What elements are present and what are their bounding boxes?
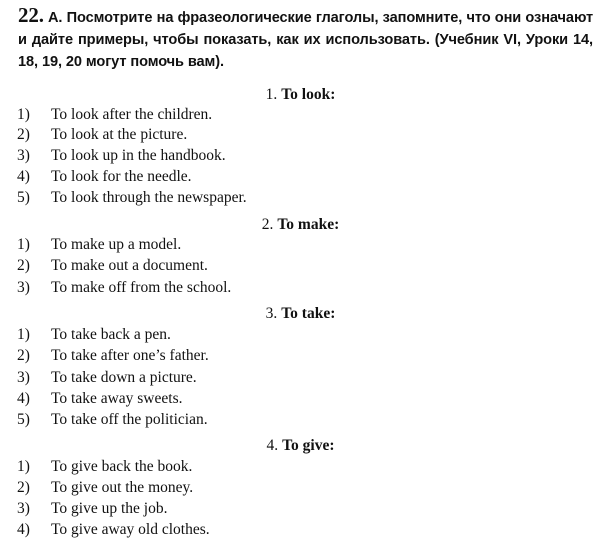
list-item xyxy=(17,125,187,145)
section-title-text: To take: xyxy=(281,305,336,322)
item-index: 3) xyxy=(17,147,30,164)
item-index: 1) xyxy=(17,458,30,475)
list-item xyxy=(17,499,167,519)
list-item xyxy=(17,410,208,430)
item-text: To take away sweets. xyxy=(51,390,183,407)
task-header xyxy=(18,4,593,73)
item-text: To look up in the handbook. xyxy=(51,147,226,164)
section-title-to-make xyxy=(0,215,601,235)
item-index: 3) xyxy=(17,369,30,386)
item-index: 1) xyxy=(17,106,30,123)
item-index: 4) xyxy=(17,390,30,407)
item-text: To look at the picture. xyxy=(51,126,188,143)
item-text: To give back the book. xyxy=(51,458,193,475)
section-number: 4. xyxy=(266,437,279,454)
list-item xyxy=(17,478,193,498)
task-number: 22. xyxy=(18,3,44,27)
item-index: 2) xyxy=(17,479,30,496)
item-text: To look for the needle. xyxy=(51,168,192,185)
item-text: To give out the money. xyxy=(51,479,194,496)
item-text: To look through the newspaper. xyxy=(51,189,247,206)
item-text: To take back a pen. xyxy=(51,326,171,343)
item-index: 1) xyxy=(17,326,30,343)
section-title-to-take xyxy=(0,304,601,324)
item-text: To look after the children. xyxy=(51,106,213,123)
item-text: To make off from the school. xyxy=(51,279,232,296)
item-index: 4) xyxy=(17,168,30,185)
item-index: 5) xyxy=(17,189,30,206)
section-number: 1. xyxy=(265,86,278,103)
section-title-text: To look: xyxy=(281,86,336,103)
list-item xyxy=(17,389,182,409)
list-item xyxy=(17,146,226,166)
section-title-text: To give: xyxy=(282,437,335,454)
item-text: To give up the job. xyxy=(51,500,168,517)
section-title-text: To make: xyxy=(277,216,340,233)
section-number: 3. xyxy=(265,305,278,322)
task-instructions: А. Посмотрите на фразеологические глаголы, запомните, что они означают и дайте примеры, чтобы показать, как их использовать. (Учебник VI, Уроки 14, 18, 19, 20 могут помочь вам). xyxy=(18,10,593,70)
list-item xyxy=(17,368,197,388)
list-item xyxy=(17,256,208,276)
section-title-to-give xyxy=(0,436,601,456)
item-index: 2) xyxy=(17,257,30,274)
item-index: 1) xyxy=(17,236,30,253)
item-text: To take after one’s father. xyxy=(51,347,209,364)
item-index: 2) xyxy=(17,347,30,364)
section-title-to-look xyxy=(0,85,601,105)
item-text: To give away old clothes. xyxy=(51,521,210,538)
list-item xyxy=(17,235,181,255)
list-item xyxy=(17,346,209,366)
list-item xyxy=(17,105,212,125)
item-text: To make out a document. xyxy=(51,257,208,274)
list-item xyxy=(17,188,247,208)
list-item xyxy=(17,520,210,540)
item-text: To make up a model. xyxy=(51,236,182,253)
item-index: 4) xyxy=(17,521,30,538)
list-item xyxy=(17,167,192,187)
list-item xyxy=(17,325,171,345)
list-item xyxy=(17,457,192,477)
item-index: 3) xyxy=(17,500,30,517)
item-index: 2) xyxy=(17,126,30,143)
item-text: To take down a picture. xyxy=(51,369,197,386)
list-item xyxy=(17,278,231,298)
item-text: To take off the politician. xyxy=(51,411,208,428)
item-index: 5) xyxy=(17,411,30,428)
item-index: 3) xyxy=(17,279,30,296)
section-number: 2. xyxy=(261,216,274,233)
